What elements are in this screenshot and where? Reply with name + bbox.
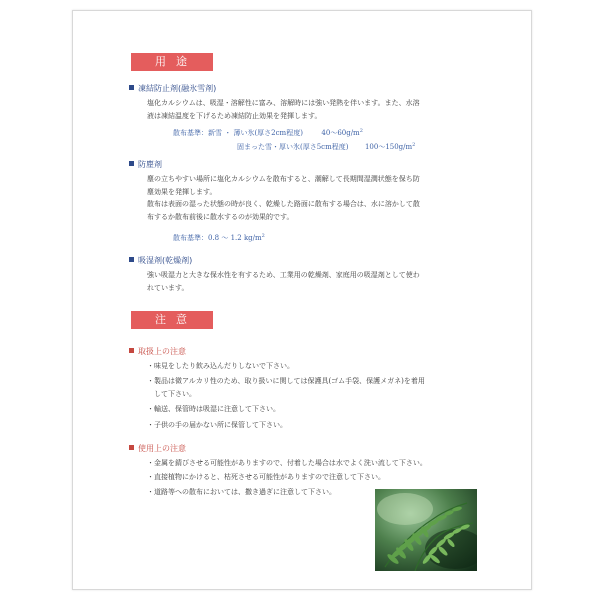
use-heading-text: 使用上の注意 — [138, 444, 186, 453]
dust-line: 布するか散布前後に散水するのが効果的です。 — [147, 212, 294, 221]
use-heading — [129, 443, 186, 454]
spec-label: 固まった雪・厚い氷(厚さ5cm程度) — [237, 143, 349, 151]
handling-heading-text: 取扱上の注意 — [138, 347, 186, 356]
square-bullet-icon — [129, 348, 134, 353]
spec-sup: 2 — [261, 233, 265, 239]
list-item: ・子供の手の届かない所に保管して下さい。 — [147, 420, 287, 429]
dust-description — [147, 173, 507, 223]
dust-line: 塵の立ちやすい場所に塩化カルシウムを散布すると、潮解して長期間湿潤状態を保ち防 — [147, 175, 420, 183]
list-item: ・輸送、保管時は吸湿に注意して下さい。 — [147, 405, 280, 414]
handling-heading — [129, 346, 186, 357]
antifreeze-line: 塩化カルシウムは、吸湿・溶解性に富み、溶解時には強い発熱を伴います。また、水溶 — [147, 99, 420, 107]
square-bullet-icon — [129, 445, 134, 450]
list-item: して下さい。 — [147, 389, 196, 398]
square-bullet-icon — [129, 257, 134, 262]
antifreeze-line: 液は凍結温度を下げるため凍結防止効果を発揮します。 — [147, 111, 322, 120]
spec-sup: 2 — [412, 142, 416, 148]
spec-label: 散布基準：0.8 ～ 1.2 kg/m — [173, 234, 262, 242]
list-item: ・金属を錆びさせる可能性がありますので、付着した場合は水でよく洗い流して下さい。 — [147, 459, 427, 467]
desiccant-heading-text: 吸湿剤(乾燥剤) — [138, 256, 193, 265]
square-bullet-icon — [129, 85, 134, 90]
dust-heading-text: 防塵剤 — [138, 160, 162, 169]
desiccant-line: れています。 — [147, 283, 189, 292]
antifreeze-spec-2 — [237, 142, 415, 154]
desiccant-heading — [129, 255, 192, 266]
fern-leaf-photo — [375, 489, 477, 571]
list-item: ・直接植物にかけると、枯死させる可能性がありますので注意して下さい。 — [147, 473, 385, 482]
spec-label: 散布基準：新雪 ・ 薄い氷(厚さ2cm程度) — [173, 129, 303, 137]
desiccant-description — [147, 269, 507, 294]
dust-line: 塵効果を発揮します。 — [147, 187, 217, 196]
dust-heading — [129, 159, 162, 170]
document-page — [72, 10, 532, 590]
list-item: ・道路等への散布においては、撒き過ぎに注意して下さい。 — [147, 487, 336, 496]
usage-title: 用途 — [131, 53, 213, 71]
antifreeze-heading — [129, 83, 216, 94]
caution-title: 注意 — [131, 311, 213, 329]
list-item: ・味見をしたり飲み込んだりしないで下さい。 — [147, 362, 294, 370]
dust-spec — [173, 233, 265, 245]
antifreeze-description — [147, 97, 507, 122]
antifreeze-heading-text: 凍結防止剤(融氷雪剤) — [138, 84, 217, 93]
spec-value: 100～150g/m — [364, 143, 413, 151]
handling-list — [147, 360, 507, 431]
spec-value: 40～60g/m — [321, 129, 360, 137]
fern-leaf-icon — [375, 489, 477, 571]
dust-line: 散布は表面の湿った状態の時が良く、乾燥した路面に散布する場合は、水に溶かして散 — [147, 200, 420, 209]
antifreeze-spec-1 — [173, 128, 363, 140]
square-bullet-icon — [129, 161, 134, 166]
spec-sup: 2 — [359, 128, 363, 134]
list-item: ・製品は微アルカリ性のため、取り扱いに関しては保護具(ゴム手袋、保護メガネ)を着用 — [147, 377, 425, 386]
desiccant-line: 強い吸湿力と大きな保水性を有するため、工業用の乾燥剤、家庭用の吸湿剤として使わ — [147, 271, 420, 279]
